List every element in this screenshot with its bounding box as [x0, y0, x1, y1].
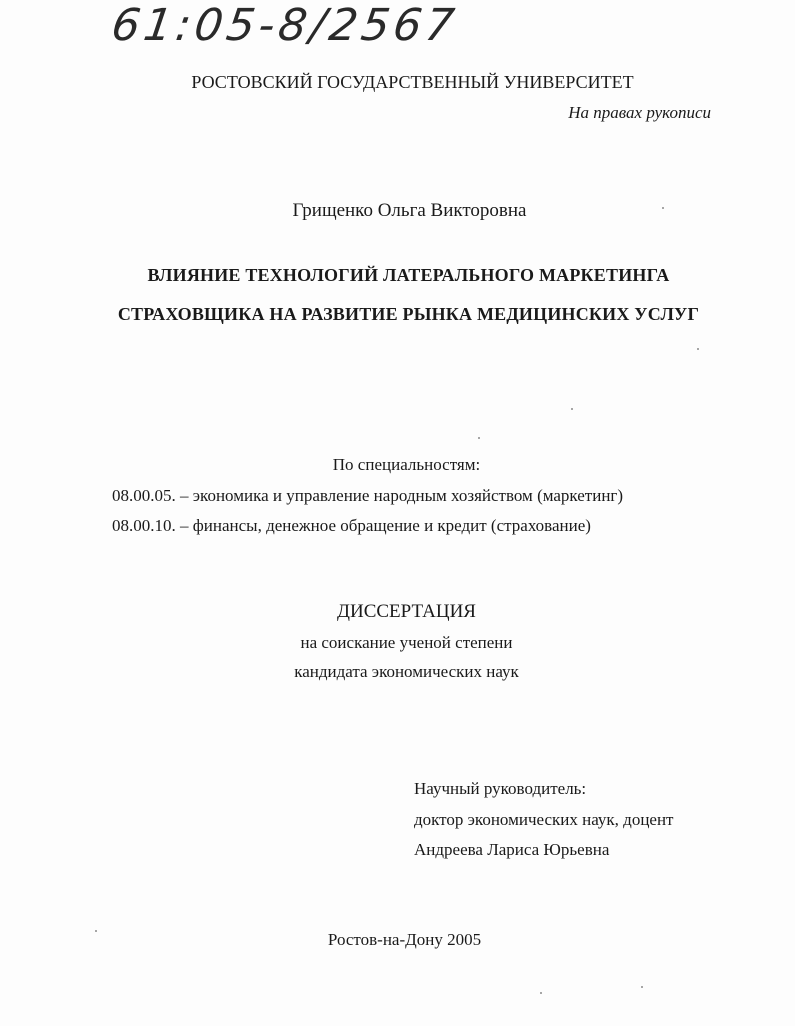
scan-speck: [540, 992, 542, 994]
university-name: РОСТОВСКИЙ ГОСУДАРСТВЕННЫЙ УНИВЕРСИТЕТ: [191, 72, 634, 92]
supervisor-label: Научный руководитель:: [414, 779, 587, 798]
specialty-item: 08.00.10. – финансы, денежное обращение и кредит (страхование): [112, 516, 591, 535]
author-name: Грищенко Ольга Викторовна: [292, 200, 527, 221]
scan-speck: [662, 207, 664, 209]
supervisor-name: Андреева Лариса Юрьевна: [414, 840, 610, 859]
scan-speck: [478, 437, 480, 439]
scan-speck: [571, 408, 573, 410]
degree-line-2: кандидата экономических наук: [294, 662, 519, 681]
supervisor-degree: доктор экономических наук, доцент: [414, 810, 674, 829]
dissertation-title-line-2: СТРАХОВЩИКА НА РАЗВИТИЕ РЫНКА МЕДИЦИНСКИХ УСЛУГ: [117, 304, 700, 324]
scan-speck: [697, 348, 699, 350]
city-year: Ростов-на-Дону 2005: [327, 930, 482, 949]
dissertation-title-line-1: ВЛИЯНИЕ ТЕХНОЛОГИЙ ЛАТЕРАЛЬНОГО МАРКЕТИНГА: [147, 265, 670, 285]
degree-line-1: на соискание ученой степени: [300, 633, 513, 652]
scan-speck: [95, 930, 97, 932]
handwritten-catalog-code: 61:05-8/2567: [108, 0, 462, 51]
manuscript-rights-note: На правах рукописи: [568, 103, 711, 122]
dissertation-label: ДИССЕРТАЦИЯ: [337, 601, 476, 622]
specialties-heading: По специальностям:: [332, 455, 481, 474]
specialty-item: 08.00.05. – экономика и управление народным хозяйством (маркетинг): [112, 486, 624, 505]
scan-speck: [641, 986, 643, 988]
